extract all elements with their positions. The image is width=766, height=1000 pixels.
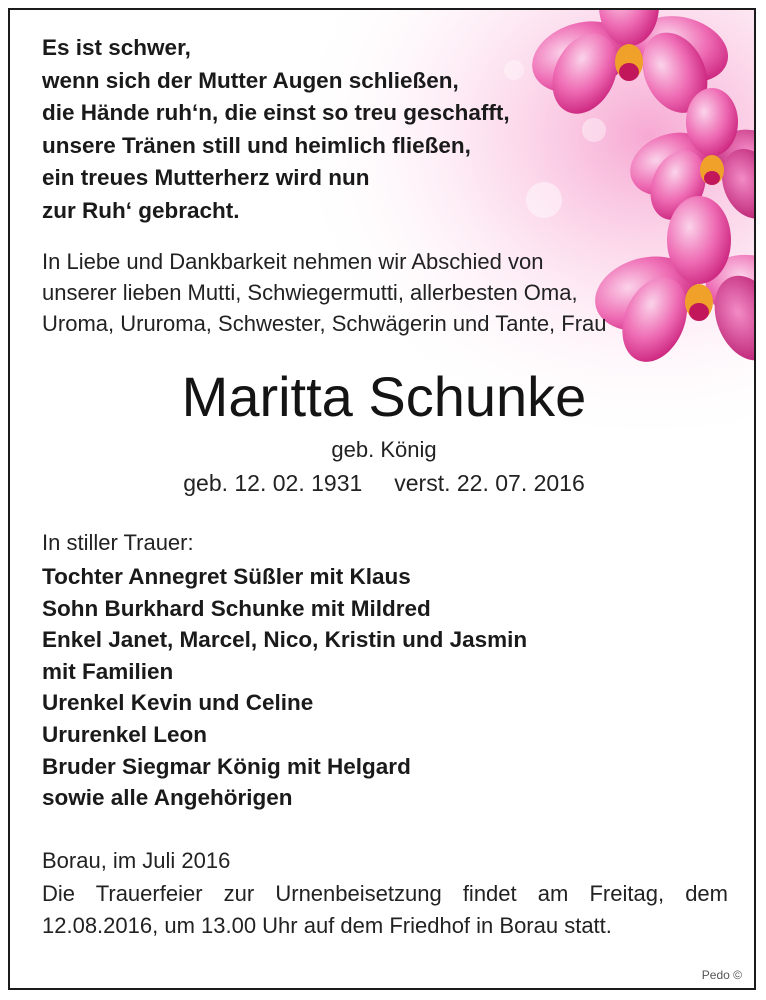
poem-line: unsere Tränen still und heimlich fließen, (42, 132, 471, 158)
maiden-name: geb. König (331, 437, 437, 462)
life-dates (10, 467, 756, 499)
mourner-line: Bruder Siegmar König mit Helgard (42, 753, 411, 779)
poem-line: die Hände ruh‘n, die einst so treu geschafft, (42, 100, 510, 125)
mourner-line: Urenkel Kevin und Celine (42, 690, 314, 716)
mourner-line: Sohn Burkhard Schunke mit Mildred (42, 595, 431, 621)
death-date: verst. 22. 07. 2016 (394, 470, 585, 496)
farewell-intro (42, 246, 607, 339)
mourners-list (42, 561, 527, 814)
poem-line: wenn sich der Mutter Augen schließen, (42, 67, 459, 93)
poem-line: zur Ruh‘ gebracht. (42, 197, 240, 223)
mourner-line: mit Familien (42, 658, 174, 684)
obituary-notice (8, 8, 756, 990)
poem-line: ein treues Mutterherz wird nun (42, 165, 370, 190)
mourner-line: Tochter Annegret Süßler mit Klaus (42, 564, 411, 589)
birth-date: geb. 12. 02. 1931 (183, 470, 363, 496)
intro-line: In Liebe und Dankbarkeit nehmen wir Abschied von (42, 249, 544, 274)
intro-line: Uroma, Ururoma, Schwester, Schwägerin und Tante, Frau (42, 311, 607, 336)
image-credit: Pedo © (701, 968, 742, 982)
poem-line: Es ist schwer, (42, 35, 191, 60)
funeral-service-info: Die Trauerfeier zur Urnenbeisetzung findet am Freitag, dem 12.08.2016, um 13.00 Uhr auf dem Friedhof in Borau statt. (42, 881, 728, 938)
place-date: Borau, im Juli 2016 (42, 848, 231, 873)
mourner-line: Ururenkel Leon (42, 721, 208, 747)
deceased-name: Maritta Schunke (181, 365, 587, 428)
poem (42, 32, 510, 227)
intro-line: unserer lieben Mutti, Schwiegermutti, allerbesten Oma, (42, 280, 578, 305)
grief-label: In stiller Trauer: (42, 530, 194, 555)
mourner-line: Enkel Janet, Marcel, Nico, Kristin und Jasmin (42, 627, 528, 653)
mourner-line: sowie alle Angehörigen (42, 785, 293, 811)
